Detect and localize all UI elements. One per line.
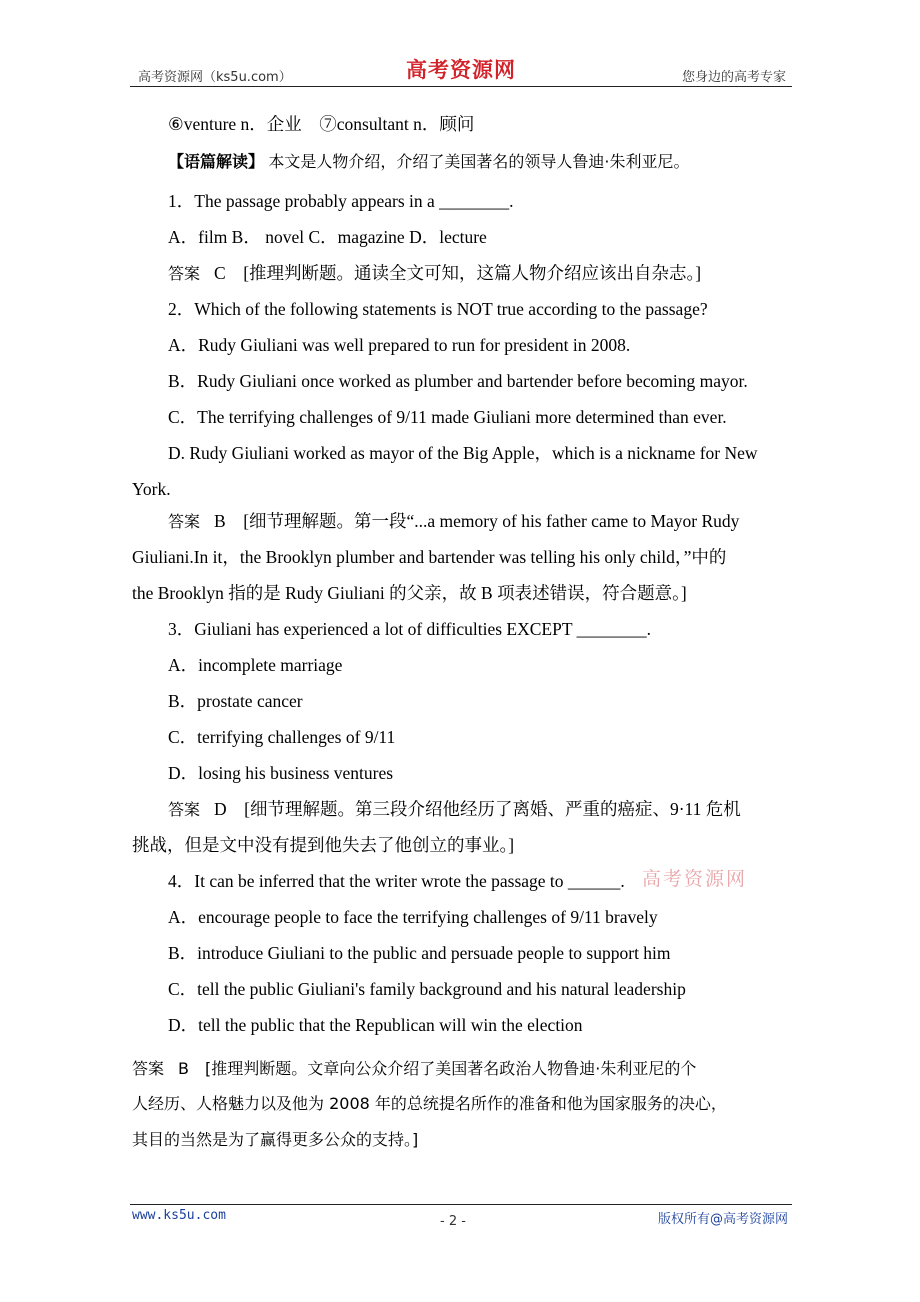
answer-label: 答案: [132, 1059, 165, 1078]
answer-label: 答案: [168, 800, 201, 819]
header-site-name: 高考资源网（ks5u.com）: [138, 70, 292, 85]
question-2-stem: 2．Which of the following statements is NOT true according to the passage?: [168, 299, 708, 319]
header-logo: 高考资源网: [406, 57, 516, 82]
question-3-option-d: D．losing his business ventures: [168, 763, 394, 783]
question-3-option-b: B．prostate cancer: [168, 691, 303, 711]
answer-text: D [细节理解题。第三段介绍他经历了离婚、严重的癌症、9·11 危机: [214, 799, 741, 819]
question-1-answer: [168, 263, 701, 284]
question-4-answer-line-3: 其目的当然是为了赢得更多公众的支持。]: [132, 1130, 419, 1149]
question-2-option-d-cont: York.: [132, 479, 171, 499]
question-4-option-c: C．tell the public Giuliani's family background and his natural leadership: [168, 979, 686, 999]
answer-text: B [推理判断题。文章向公众介绍了美国著名政治人物鲁迪·朱利亚尼的个: [178, 1059, 697, 1078]
summary-label: 【语篇解读】: [168, 152, 265, 171]
answer-label: 答案: [168, 512, 201, 531]
question-2-option-c: C．The terrifying challenges of 9/11 made Giuliani more determined than ever.: [168, 407, 727, 427]
question-3-option-c: C．terrifying challenges of 9/11: [168, 727, 396, 747]
question-4-option-b: B．introduce Giuliani to the public and persuade people to support him: [168, 943, 671, 963]
question-4-option-a: A．encourage people to face the terrifying challenges of 9/11 bravely: [168, 907, 658, 927]
question-4-stem: 4．It can be inferred that the writer wrote the passage to ______.: [168, 871, 625, 891]
watermark-stamp: 高考资源网: [642, 868, 748, 890]
question-1-options: A．film B． novel C．magazine D．lecture: [168, 227, 487, 247]
question-4-option-d: D．tell the public that the Republican will win the election: [168, 1015, 583, 1035]
answer-text: B [细节理解题。第一段“...a memory of his father came to Mayor Rudy: [214, 511, 740, 531]
question-2-option-d: D. Rudy Giuliani worked as mayor of the Big Apple，which is a nickname for New: [168, 443, 758, 463]
question-2-option-b: B．Rudy Giuliani once worked as plumber and bartender before becoming mayor.: [168, 371, 748, 391]
summary-text: 本文是人物介绍，介绍了美国著名的领导人鲁迪·朱利亚尼。: [268, 152, 690, 171]
question-2-answer-line-2: Giuliani.In it，the Brooklyn plumber and bartender was telling his only child，”中的: [132, 547, 727, 567]
question-4-answer-line-2: 人经历、人格魅力以及他为 2008 年的总统提名所作的准备和他为国家服务的决心，: [132, 1094, 727, 1113]
answer-label: 答案: [168, 264, 201, 283]
header-divider: [130, 86, 792, 87]
page-header: [130, 54, 792, 88]
answer-text: C [推理判断题。通读全文可知，这篇人物介绍应该出自杂志。]: [214, 263, 702, 283]
question-3-stem: 3．Giuliani has experienced a lot of difficulties EXCEPT ________.: [168, 619, 651, 639]
header-slogan: 您身边的高考专家: [681, 70, 786, 85]
question-4-answer: [132, 1058, 696, 1079]
question-3-option-a: A．incomplete marriage: [168, 655, 343, 675]
vocab-line: ⑥venture n．企业 ⑦consultant n．顾问: [168, 114, 475, 134]
page-number: - 2 -: [440, 1214, 466, 1229]
question-2-answer-line-3: the Brooklyn 指的是 Rudy Giuliani 的父亲，故 B 项表述错误，符合题意。]: [132, 583, 687, 603]
footer-copyright: 版权所有@高考资源网: [657, 1212, 788, 1227]
footer-site-link[interactable]: www.ks5u.com: [132, 1208, 226, 1223]
summary-line: [168, 151, 689, 172]
question-2-option-a: A．Rudy Giuliani was well prepared to run for president in 2008.: [168, 335, 631, 355]
question-3-answer: [168, 799, 741, 820]
question-2-answer: [168, 511, 739, 532]
question-3-answer-line-2: 挑战，但是文中没有提到他失去了他创立的事业。]: [132, 835, 515, 855]
footer-divider: [130, 1204, 792, 1205]
question-1-stem: 1．The passage probably appears in a ________.: [168, 191, 514, 211]
